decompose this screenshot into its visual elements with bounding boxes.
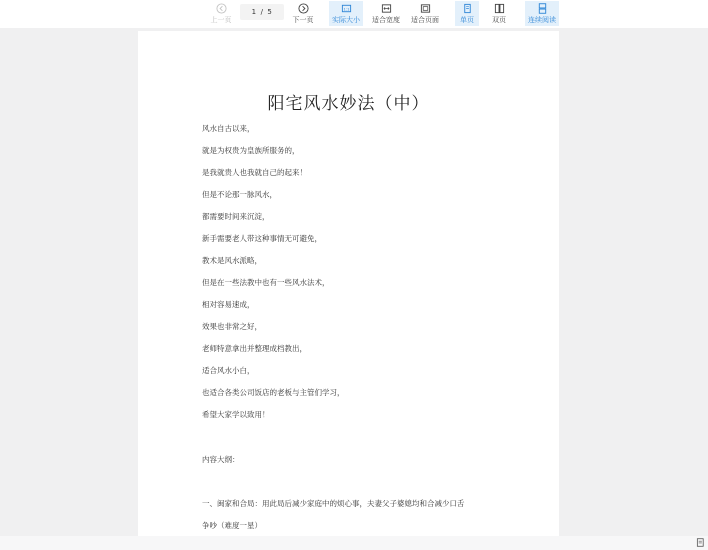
body-line: 一、闽家和合局：用此局后减少家庭中的烦心事，夫妻父子婆媳均和合减少口舌 <box>202 499 465 508</box>
body-line: 老师特意拿出并整理成档教出， <box>202 344 307 353</box>
page-total: 5 <box>267 8 273 16</box>
status-bar <box>0 536 708 550</box>
body-line: 但是在一些法教中也有一些风水法术， <box>202 278 330 287</box>
page-current-input[interactable]: 1 <box>251 8 257 16</box>
prev-page-label: 上一页 <box>210 16 232 24</box>
actual-size-icon <box>341 3 352 14</box>
prev-page-button[interactable] <box>206 1 236 26</box>
body-line: 新手需要老人带这种事情无可避免， <box>202 234 322 243</box>
body-line: 就是为权贵为皇族所服务的， <box>202 146 300 155</box>
continuous-reading-label: 连续阅读 <box>528 16 556 24</box>
document-info-icon[interactable] <box>696 538 705 547</box>
continuous-reading-icon <box>537 3 548 14</box>
body-line: 希望大家学以致用！ <box>202 410 270 419</box>
actual-size-button[interactable] <box>329 1 363 26</box>
section-heading: 内容大纲： <box>202 455 240 464</box>
fit-page-button[interactable] <box>408 1 442 26</box>
body-line: 是我就贵人也我就自己的起来！ <box>202 168 307 177</box>
next-arrow-icon <box>298 3 309 14</box>
page-separator: / <box>260 8 264 16</box>
fit-width-icon <box>381 3 392 14</box>
double-page-label: 双页 <box>492 16 506 24</box>
document-page <box>138 31 559 536</box>
single-page-button[interactable] <box>455 1 479 26</box>
body-line: 也适合各类公司饭店的老板与主管们学习， <box>202 388 345 397</box>
single-page-label: 单页 <box>460 16 474 24</box>
body-line: 教术是风水派略， <box>202 256 262 265</box>
svg-text:1:1: 1:1 <box>343 7 349 12</box>
body-line: 但是不论那一脉风水， <box>202 190 277 199</box>
body-line: 适合风水小白， <box>202 366 255 375</box>
body-line: 争吵（难度一星） <box>202 521 262 530</box>
single-page-icon <box>462 3 473 14</box>
actual-size-label: 实际大小 <box>332 16 360 24</box>
fit-page-icon <box>420 3 431 14</box>
next-page-button[interactable] <box>288 1 318 26</box>
continuous-reading-button[interactable] <box>525 1 559 26</box>
body-line: 效果也非常之好， <box>202 322 262 331</box>
viewer-toolbar <box>0 0 708 28</box>
document-title: 阳宅风水妙法（中） <box>267 94 430 114</box>
body-line: 相对容易速成， <box>202 300 255 309</box>
body-line: 风水自古以来， <box>202 124 255 133</box>
page-number-box[interactable] <box>240 4 284 20</box>
fit-width-label: 适合宽度 <box>372 16 400 24</box>
prev-arrow-icon <box>216 3 227 14</box>
double-page-icon <box>494 3 505 14</box>
double-page-button[interactable] <box>487 1 511 26</box>
fit-page-label: 适合页面 <box>411 16 439 24</box>
next-page-label: 下一页 <box>292 16 314 24</box>
fit-width-button[interactable] <box>369 1 403 26</box>
body-line: 都需要时间来沉淀， <box>202 212 270 221</box>
